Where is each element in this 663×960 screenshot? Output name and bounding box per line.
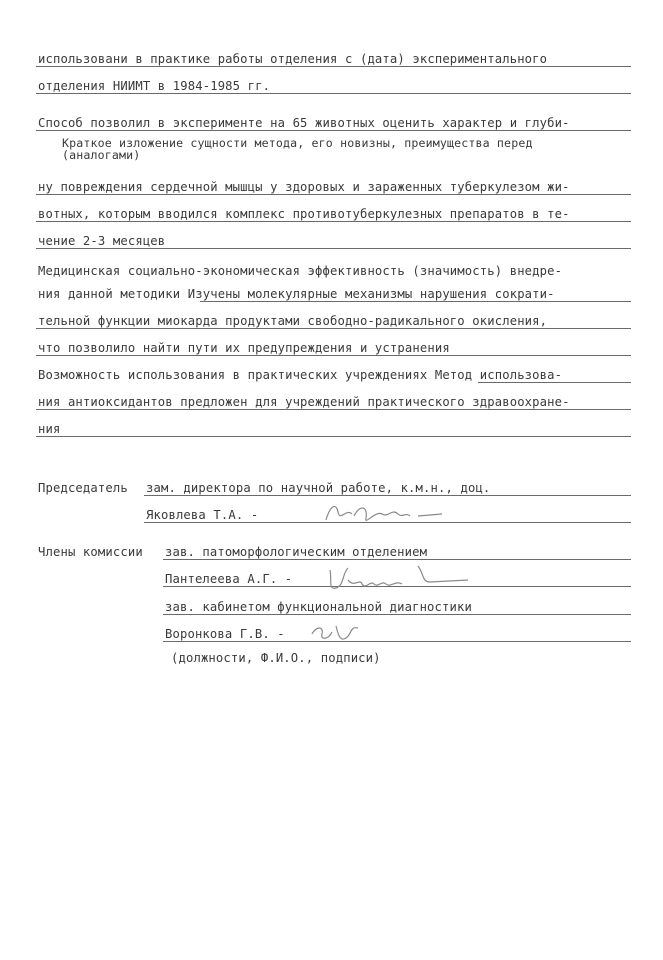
underline bbox=[36, 248, 631, 249]
caption-summary: Краткое изложение сущности метода, его новизны, преимущества перед bbox=[62, 136, 533, 150]
chairman-name: Яковлева Т.А. - bbox=[146, 508, 259, 522]
underline bbox=[200, 301, 631, 302]
text-line-6: чение 2-3 месяцев bbox=[38, 234, 166, 248]
underline bbox=[163, 641, 631, 642]
caption-analogs: (аналогами) bbox=[62, 148, 141, 162]
underline bbox=[36, 409, 631, 410]
underline bbox=[478, 382, 631, 383]
text-line-9: тельной функции миокарда продуктами свободно-радикального окисления, bbox=[38, 314, 548, 328]
text-line-1: использовани в практике работы отделения с (дата) экспериментального bbox=[38, 52, 548, 66]
member2-name: Воронкова Г.В. - bbox=[165, 627, 285, 641]
signatures-caption: (должности, Ф.И.О., подписи) bbox=[171, 651, 381, 665]
text-line-2: отделения НИИМТ в 1984-1985 гг. bbox=[38, 79, 271, 93]
member1-position: зав. патоморфологическим отделением bbox=[165, 545, 428, 559]
text-line-13: ния bbox=[38, 422, 61, 436]
underline bbox=[36, 130, 631, 131]
text-line-5: вотных, которым вводился комплекс противотуберкулезных препаратов в те- bbox=[38, 207, 570, 221]
underline bbox=[36, 355, 631, 356]
member2-position: зав. кабинетом функциональной диагностики bbox=[165, 600, 472, 614]
text-line-7: Медицинская социально-экономическая эффективность (значимость) внедре- bbox=[38, 264, 563, 278]
underline bbox=[36, 93, 631, 94]
text-line-11: Возможность использования в практических учреждениях Метод использова- bbox=[38, 368, 563, 382]
underline bbox=[36, 66, 631, 67]
chairman-signature bbox=[318, 496, 448, 530]
member1-name: Пантелеева А.Г. - bbox=[165, 572, 293, 586]
underline bbox=[36, 328, 631, 329]
underline bbox=[36, 194, 631, 195]
commission-label: Члены комиссии bbox=[38, 545, 143, 559]
chairman-position: зам. директора по научной работе, к.м.н., доц. bbox=[146, 481, 491, 495]
member1-signature bbox=[318, 560, 478, 594]
member2-signature bbox=[306, 618, 366, 648]
text-line-4: ну повреждения сердечной мышцы у здоровых и зараженных туберкулезом жи- bbox=[38, 180, 570, 194]
text-line-12: ния антиоксидантов предложен для учреждений практического здравоохране- bbox=[38, 395, 570, 409]
underline bbox=[36, 436, 631, 437]
underline bbox=[36, 221, 631, 222]
text-line-10: что позволило найти пути их предупреждения и устранения bbox=[38, 341, 450, 355]
text-line-3: Способ позволил в эксперименте на 65 животных оценить характер и глуби- bbox=[38, 116, 570, 130]
text-line-8: ния данной методики Изучены молекулярные механизмы нарушения сократи- bbox=[38, 287, 555, 301]
chairman-label: Председатель bbox=[38, 481, 128, 495]
underline bbox=[163, 614, 631, 615]
